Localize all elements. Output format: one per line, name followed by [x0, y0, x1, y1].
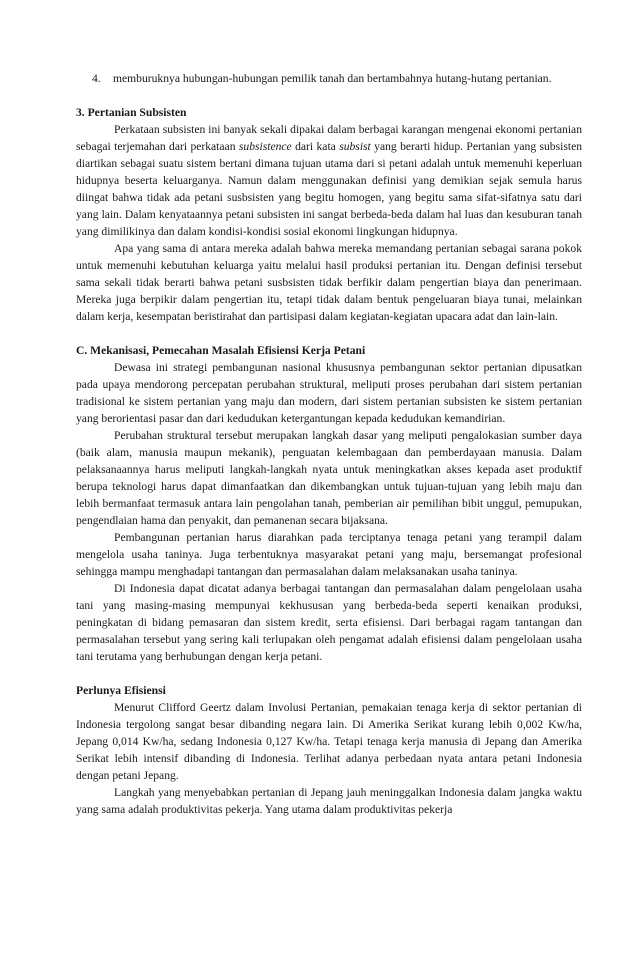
section-heading-mekanisasi: C. Mekanisasi, Pemecahan Masalah Efisiensi Kerja Petani	[76, 344, 366, 357]
list-number: 4.	[92, 72, 101, 85]
paragraph: Dewasa ini strategi pembangunan nasional khususnya pembangunan sektor pertanian dipusatkan pada upaya mendorong percepatan perubahan struktural, meliputi proses perubahan dari sistem pertanian tradisional ke sistem pertanian yang maju dan modern, dari sistem pertanian subsisten ke sistem pertanian yang berorientasi pasar dan dari kedudukan ketergantungan kepada kedudukan kemandirian.	[76, 361, 582, 425]
italic-term: subsist	[339, 140, 371, 153]
italic-term: subsistence	[238, 140, 292, 153]
paragraph	[76, 121, 582, 240]
section-heading-pertanian-subsisten: 3. Pertanian Subsisten	[76, 106, 187, 119]
paragraph: Menurut Clifford Geertz dalam Involusi Pertanian, pemakaian tenaga kerja di sektor pertanian di Indonesia tergolong sangat besar dibanding negara lain. Di Amerika Serikat kurang lebih 0,002 Kw/ha, Jepang 0,014 Kw/ha, sedang Indonesia 0,127 Kw/ha. Tetapi tenaga kerja manusia di Jepang dan Amerika Serikat lebih intensif dibanding di Indonesia. Terlihat adanya perbedaan nyata antara petani Indonesia dengan petani Jepang.	[76, 701, 582, 782]
list-item-text: memburuknya hubungan-hubungan pemilik tanah dan bertambahnya hutang-hutang pertanian.	[113, 72, 552, 85]
section-heading-perlunya-efisiensi: Perlunya Efisiensi	[76, 684, 166, 697]
paragraph: Pembangunan pertanian harus diarahkan pada terciptanya tenaga petani yang terampil dalam mengelola usaha taninya. Juga terbentuknya masyarakat petani yang maju, bersemangat profesional sehingga mampu menghadapi tantangan dan permasalahan dalam melaksanakan usaha taninya.	[76, 531, 582, 578]
paragraph: Apa yang sama di antara mereka adalah bahwa mereka memandang pertanian sebagai sarana pokok untuk memenuhi kebutuhan keluarga yaitu melalui hasil produksi pertanian itu. Dengan definisi tersebut sama sekali tidak berarti bahwa petani susbsisten tidak berfikir dalam pengertian biaya dan penerimaan. Mereka juga berpikir dalam pengertian itu, tetapi tidak dalam bentuk pengeluaran biaya tunai, melainkan dalam kerja, kesempatan beristirahat dan partisipasi dalam kegiatan-kegiatan upacara adat dan lain-lain.	[76, 242, 582, 323]
text-run: yang berarti hidup. Pertanian yang subsisten diartikan sebagai suatu sistem bertani dimana tujuan utama dari si petani adalah untuk memenuhi keperluan hidupnya beserta keluarganya. Namun dalam menggunakan definisi yang demikian sejak semula harus diingat bahwa tidak ada petani susbsisten yang begitu homogen, yang begitu sama sifat-sifatnya satu dari yang lain. Dalam kenyataannya petani subsisten ini sangat berbeda-beda dalam hal luas dan kesuburan tanah yang dimilikinya dan dalam kondisi-kondisi sosial ekonomi lingkungan hidupnya.	[76, 140, 583, 238]
paragraph: Perubahan struktural tersebut merupakan langkah dasar yang meliputi pengalokasian sumber daya (baik alam, manusia maupun mekanik), penguatan kelembagaan dan pemberdayaan manusia. Dalam pelaksanaannya harus meliputi langkah-langkah nyata untuk meningkatkan akses kepada aset produktif berupa teknologi harus dapat dimanfaatkan dan dikembangkan untuk tujuan-tujuan yang lebih maju dan lebih bermanfaat termasuk antara lain pengolahan tanah, pemberian air pemilihan bibit unggul, pemupukan, pengendlaian hama dan penyakit, dan pemanenan secara bijaksana.	[76, 429, 582, 527]
paragraph: Di Indonesia dapat dicatat adanya berbagai tantangan dan permasalahan dalam pengelolaan usaha tani yang masing-masing mempunyai kekhususan yang berbeda-beda seperti kenaikan produksi, peningkatan di bidang pemasaran dan sistem kredit, serta efisiensi. Dari berbagai ragam tantangan dan permasalahan tersebut yang sering kali terlupakan oleh pengamat adalah efisiensi dalam pengelolaan usaha tani terutama yang berhubungan dengan kerja petani.	[76, 582, 582, 663]
text-run: Perkataan subsisten ini banyak sekali dipakai dalam berbagai karangan mengenai ekonomi pertanian sebagai terjemahan dari perkataan	[76, 123, 582, 153]
paragraph: Langkah yang menyebabkan pertanian di Jepang jauh meninggalkan Indonesia dalam jangka waktu yang sama adalah produktivitas pekerja. Yang utama dalam produktivitas pekerja	[76, 786, 582, 816]
list-item	[92, 70, 582, 87]
text-run: dari kata	[291, 140, 340, 153]
